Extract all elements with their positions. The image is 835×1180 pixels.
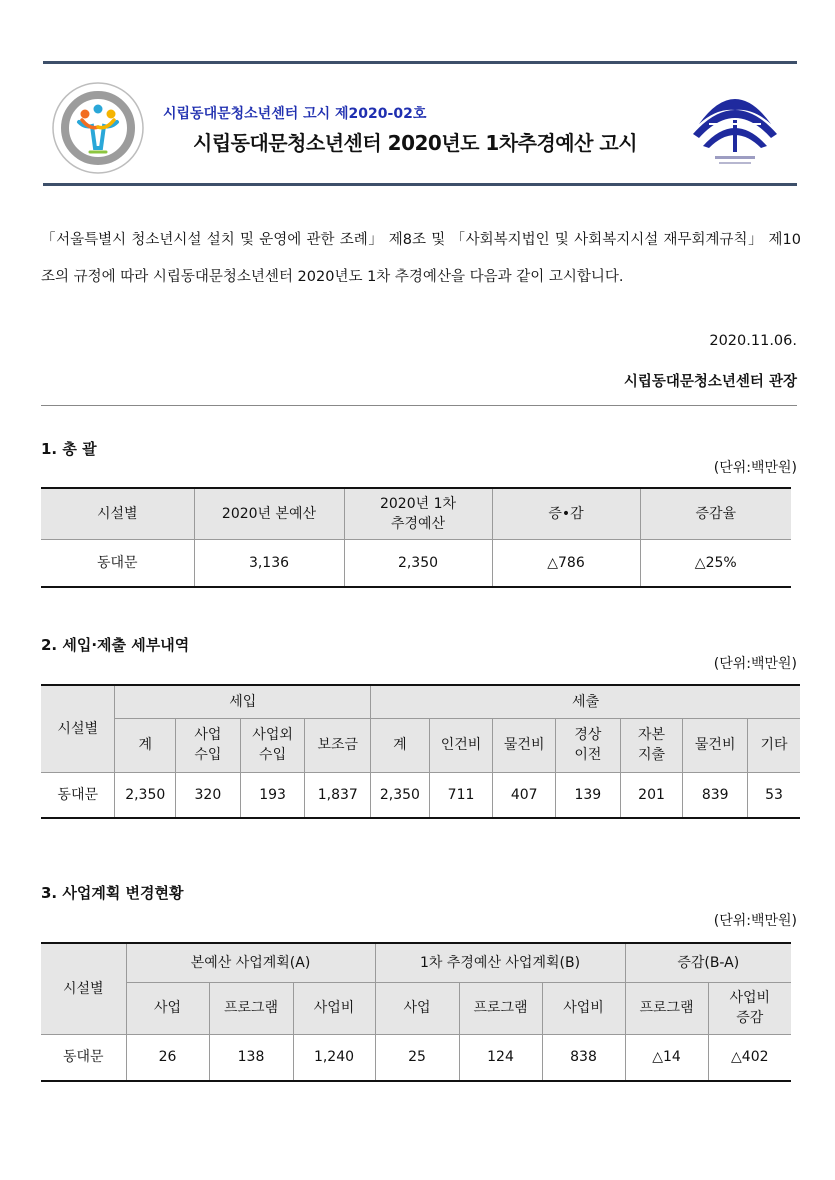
table-cell: 139 bbox=[556, 772, 621, 818]
col-base-budget: 2020년 본예산 bbox=[194, 488, 344, 539]
col-income-business bbox=[176, 718, 241, 772]
col-group-base-plan: 본예산 사업계획(A) bbox=[126, 943, 375, 982]
col-group-income: 세입 bbox=[115, 685, 371, 718]
section1-title: 1. 총 괄 bbox=[41, 440, 97, 458]
col-b-business: 사업 bbox=[375, 982, 459, 1034]
header-line: 추경예산 bbox=[390, 515, 446, 532]
col-expense-total: 계 bbox=[371, 718, 430, 772]
table-cell: 193 bbox=[240, 772, 305, 818]
col-b-cost: 사업비 bbox=[542, 982, 625, 1034]
col-group-change: 증감(B-A) bbox=[625, 943, 791, 982]
col-expense-capital bbox=[620, 718, 683, 772]
table-cell: 838 bbox=[542, 1034, 625, 1081]
table-header-row bbox=[41, 488, 791, 539]
col-facility: 시설별 bbox=[41, 488, 194, 539]
section2-unit: (단위:백만원) bbox=[713, 656, 797, 672]
col-facility: 시설별 bbox=[41, 685, 115, 772]
col-expense-goods: 물건비 bbox=[493, 718, 556, 772]
table-cell: △402 bbox=[708, 1034, 791, 1081]
col-facility: 시설별 bbox=[41, 943, 126, 1034]
header-line: 사업 bbox=[194, 727, 222, 743]
col-c-program: 프로그램 bbox=[625, 982, 708, 1034]
table-cell: 동대문 bbox=[41, 1034, 126, 1081]
header-top-rule bbox=[43, 61, 797, 64]
table-cell: 25 bbox=[375, 1034, 459, 1081]
table-cell: 320 bbox=[176, 772, 241, 818]
header-line: 사업외 bbox=[252, 727, 293, 743]
col-expense-other: 기타 bbox=[748, 718, 800, 772]
page-title: 시립동대문청소년센터 2020년도 1차추경예산 고시 bbox=[193, 131, 638, 155]
header-line: 증감 bbox=[736, 1010, 764, 1026]
header-line: 자본 bbox=[637, 727, 666, 743]
header-line: 지출 bbox=[637, 747, 666, 763]
summary-table bbox=[41, 487, 791, 588]
table-cell: 동대문 bbox=[41, 539, 194, 587]
col-change: 증•감 bbox=[492, 488, 640, 539]
table-header-row bbox=[41, 943, 791, 982]
col-income-total: 계 bbox=[115, 718, 176, 772]
table-cell: 26 bbox=[126, 1034, 209, 1081]
intro-paragraph: 「서울특별시 청소년시설 설치 및 운영에 관한 조례」 제8조 및 「사회복지법인 및 사회복지시설 재무회계규칙」 제10조의 규정에 따라 시립동대문청소년센터 2020년도 1차 추경예산을 다음과 같이 고시합니다. bbox=[41, 232, 801, 285]
seoul-logo-emblem bbox=[689, 80, 781, 172]
col-income-nonbusiness bbox=[240, 718, 305, 772]
notice-number: 시립동대문청소년센터 고시 제2020-02호 bbox=[163, 106, 427, 122]
section3-title: 3. 사업계획 변경현황 bbox=[41, 884, 184, 902]
table-cell: 407 bbox=[493, 772, 556, 818]
table-cell: 1,837 bbox=[305, 772, 371, 818]
col-supplementary-budget bbox=[344, 488, 492, 539]
table-cell: 2,350 bbox=[371, 772, 430, 818]
header-line: 경상 bbox=[574, 727, 602, 743]
table-cell: 3,136 bbox=[194, 539, 344, 587]
col-income-subsidy: 보조금 bbox=[305, 718, 371, 772]
table-cell: 53 bbox=[748, 772, 800, 818]
table-cell: 1,240 bbox=[293, 1034, 375, 1081]
table-header-row bbox=[41, 685, 800, 718]
section1-unit: (단위:백만원) bbox=[713, 460, 797, 476]
header-line: 이전 bbox=[574, 747, 602, 763]
col-a-cost: 사업비 bbox=[293, 982, 375, 1034]
col-expense-goods-2: 물건비 bbox=[683, 718, 748, 772]
table-cell: 138 bbox=[209, 1034, 293, 1081]
col-expense-personnel: 인건비 bbox=[429, 718, 493, 772]
table-cell: 839 bbox=[683, 772, 748, 818]
table-cell: △25% bbox=[640, 539, 791, 587]
table-cell: 201 bbox=[620, 772, 683, 818]
table-row bbox=[41, 1034, 791, 1081]
header-line: 수입 bbox=[194, 747, 222, 763]
col-a-business: 사업 bbox=[126, 982, 209, 1034]
table-cell: 124 bbox=[459, 1034, 542, 1081]
table-cell: 2,350 bbox=[344, 539, 492, 587]
table-row bbox=[41, 772, 800, 818]
divider bbox=[41, 405, 797, 406]
table-cell: △786 bbox=[492, 539, 640, 587]
table-cell: 2,350 bbox=[115, 772, 176, 818]
table-row bbox=[41, 539, 791, 587]
section2-title: 2. 세입·제출 세부내역 bbox=[41, 636, 190, 654]
header-line: 사업비 bbox=[729, 990, 771, 1006]
header-line: 수입 bbox=[259, 747, 287, 763]
table-cell: 동대문 bbox=[41, 772, 115, 818]
header-bottom-rule bbox=[43, 183, 797, 186]
table-cell: △14 bbox=[625, 1034, 708, 1081]
header-line: 2020년 1차 bbox=[379, 495, 457, 512]
table-subheader-row bbox=[41, 982, 791, 1034]
col-group-expense: 세출 bbox=[371, 685, 800, 718]
table-cell: 711 bbox=[429, 772, 493, 818]
table-subheader-row bbox=[41, 718, 800, 772]
col-group-supplementary-plan: 1차 추경예산 사업계획(B) bbox=[375, 943, 625, 982]
col-b-program: 프로그램 bbox=[459, 982, 542, 1034]
col-a-program: 프로그램 bbox=[209, 982, 293, 1034]
center-logo-emblem bbox=[52, 82, 144, 174]
detail-table bbox=[41, 684, 800, 819]
col-expense-transfer bbox=[556, 718, 621, 772]
col-change-rate: 증감율 bbox=[640, 488, 791, 539]
col-c-cost-change bbox=[708, 982, 791, 1034]
section3-unit: (단위:백만원) bbox=[713, 913, 797, 929]
notice-date: 2020.11.06. bbox=[709, 333, 797, 349]
signer: 시립동대문청소년센터 관장 bbox=[623, 374, 797, 390]
plan-change-table bbox=[41, 942, 791, 1082]
